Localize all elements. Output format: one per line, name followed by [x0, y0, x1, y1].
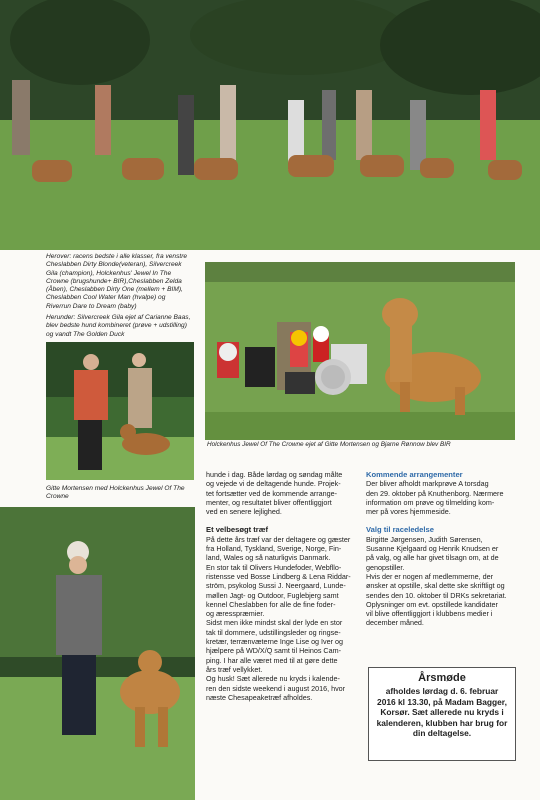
text-line: vil blive offentliggjort i klubbens medier i [366, 609, 493, 619]
text-line: En stor tak til Olivers Hundefoder, Webfllo- [206, 562, 342, 572]
section-heading: Et velbesøgt træf [206, 525, 269, 535]
text-line: ping. I har alle været med til at gøre dette [206, 655, 338, 665]
box-title: Årsmøde [418, 672, 466, 684]
caption-line: Gitte Mortensen med Holckenhus Jewel Of The [46, 485, 185, 492]
handler-photo [46, 342, 194, 480]
walking-photo [0, 507, 195, 800]
text-line: ristensse ved Bosse Lindberg & Lena Riddar- [206, 571, 351, 581]
text-line: på valg, og alle har givet tilsagn om, at de [366, 553, 499, 563]
text-line: ønsker at opstille, skal dette ske skriftligt og [366, 581, 505, 591]
top-photo-caption [46, 253, 196, 339]
text-line: menter, og resultatet bliver offentliggjort [206, 497, 332, 507]
caption-line: Crowne (brugshunde+ BIR),Cheslabben Zelda [46, 277, 182, 285]
text-line: Sidst men ikke mindst skal der lyde en stor [206, 618, 343, 628]
box-line: din deltagelse. [412, 728, 472, 738]
text-line: genopstiller. [366, 562, 405, 572]
text-line: den 29. oktober på Knuthenborg. Nærmere [366, 488, 504, 498]
caption-line: Cheslabben Dirty Blonde(veteran), Silvercreek [46, 261, 182, 269]
box-line: 2016 kl 13.30, på Madam Bagger, [377, 696, 507, 707]
box-line: kalenderen, klubben har brug for [376, 717, 508, 728]
text-line: Og husk! Sæt allerede nu kryds i kalende- [206, 674, 340, 684]
text-line: Der bliver afholdt markprøve A torsdag [366, 479, 489, 489]
text-line: års træf vellykket. [206, 664, 263, 674]
text-line: hjælpere på WD/X/Q samt til Heinos Cam- [206, 646, 342, 656]
caption-heading: Herover: racens bedste i alle klasser, fra venstre [46, 253, 188, 260]
caption-line: blev bedste hund kombineret (prøve + udstilling) [46, 322, 187, 330]
text-line: næste Chesapeaketræf afholdes. [206, 692, 313, 702]
text-line: Susanne Kjelgaard og Henrik Knudsen er [366, 544, 499, 554]
text-line: På dette års træf var der deltagere og gæster [206, 534, 351, 544]
text-line: kretær, terrænvæterne Inge Lise og Iver og [206, 637, 344, 647]
text-line: ström, psykolog Sussi J. Neergaard, Lunde- [206, 581, 346, 591]
text-line: og vejede vi de deltagende hunde. Projek- [206, 479, 341, 489]
text-line: hunde i dag. Både lørdag og søndag målte [206, 470, 343, 479]
article-column-1 [206, 470, 358, 702]
group-photo [0, 0, 540, 250]
text-line: sendes den 10. oktober til DRKs sekretariat. [366, 590, 507, 600]
box-line: Korsør. Sæt allerede nu kryds i [380, 707, 504, 717]
trophy-photo [205, 262, 515, 440]
trophy-caption: Holckenhus Jewel Of The Crowne ejet af Gitte Mortensen og Bjarne Rønnow blev BIR [207, 441, 451, 448]
section-heading: Kommende arrangementer [366, 470, 463, 479]
text-line: information om prøve og tilmelding kom- [366, 497, 495, 507]
text-line: ren den sidste weekend i august 2016, hvor [206, 683, 346, 693]
caption-line: Riverrun Dare to Dream (baby) [46, 302, 137, 310]
box-line: afholdes lørdag d. 6. februar [385, 686, 499, 696]
walking-illustration [0, 507, 195, 800]
section-heading: Valg til raceledelse [366, 525, 434, 535]
text-line: og æresspræmier. [206, 609, 265, 619]
handler-illustration [46, 342, 194, 480]
text-line: Hvis der er nogen af medlemmerne, der [366, 571, 494, 581]
text-line: kennel Cheslabben for alle de fine foder- [206, 599, 336, 609]
caption-line: Cheslabben Cool Water Man (hvalpe) og [46, 294, 166, 302]
text-line: fra Holland, Tyskland, Sverige, Norge, Fin- [206, 544, 342, 554]
group-photo-illustration [0, 0, 540, 250]
text-line: land, Wales og så naturligvis Danmark. [206, 553, 331, 563]
trophy-illustration [205, 262, 515, 440]
text-line: tak til dommere, udstillingsleder og ringse- [206, 627, 341, 637]
caption-line: (Åben), Cheslabben Dirty One (mellem + BIM), [46, 286, 183, 294]
annual-meeting-box [368, 667, 516, 761]
text-line: Oplysninger om evt. opstillede kandidater [366, 599, 498, 609]
text-line: december måned. [366, 618, 424, 628]
text-line: møllen Jagt- og Outdoor, Fuglebjerg samt [206, 590, 339, 600]
caption-line: og vandt The Golden Duck [46, 330, 125, 338]
caption-line: Gila (champion), Holckenhus' Jewel In The [46, 269, 172, 277]
article-column-2 [366, 470, 518, 628]
caption-line: Herunder: Silvercreek Gila ejet af Carianne Baas, [46, 314, 191, 322]
handler-caption [46, 485, 196, 502]
text-line: tet fortsætter ved de kommende arrange- [206, 488, 338, 498]
text-line: ved en senere lejlighed. [206, 507, 282, 517]
text-line: mer på vores hjemmeside. [366, 507, 451, 517]
text-line: Birgitte Jørgensen, Judith Sørensen, [366, 534, 483, 544]
caption-line: Crowne [46, 493, 69, 501]
